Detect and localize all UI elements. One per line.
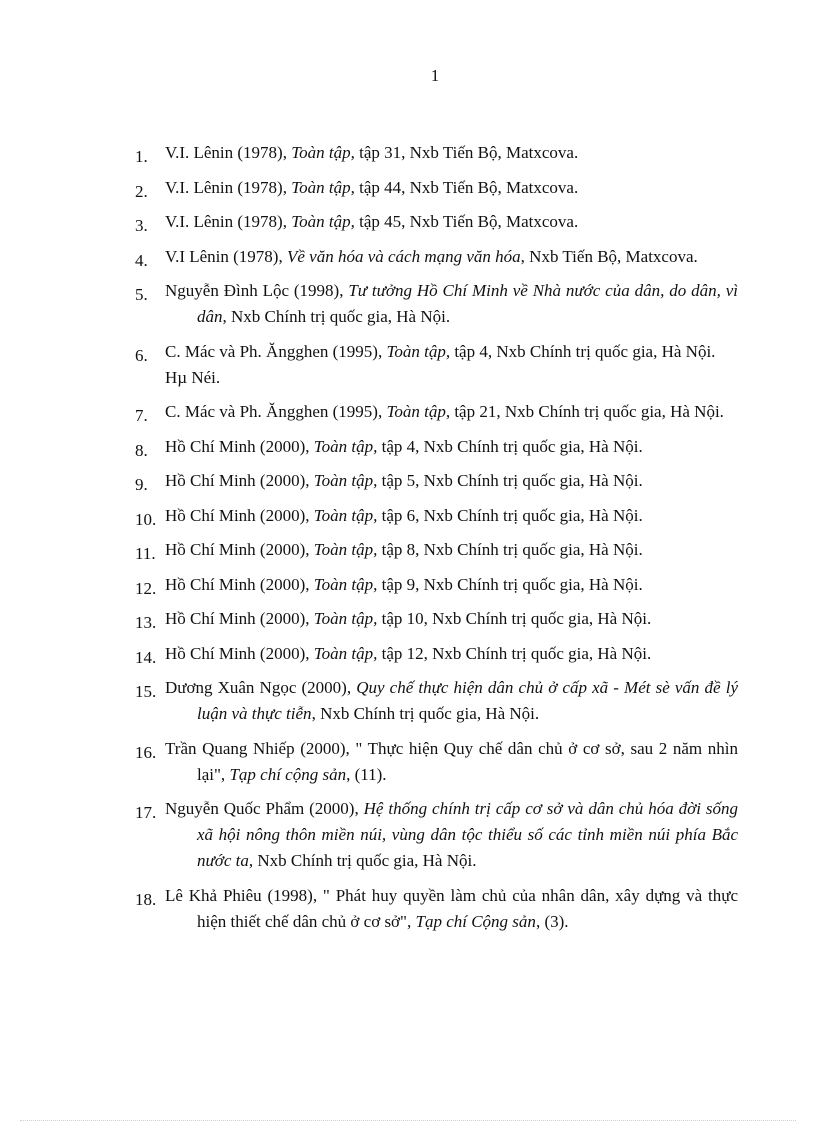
reference-publisher: tập 12, Nxb Chính trị quốc gia, Hà Nội.: [377, 643, 652, 663]
reference-item: [135, 883, 738, 935]
reference-number: 6.: [135, 345, 148, 365]
reference-title: Toàn tập,: [291, 177, 355, 197]
reference-title: Hệ thống chính trị cấp cơ sở và dân chủ hóa đời sống xã hội nông thôn miền núi, vùng dân tộc thiểu số các tỉnh miền núi phía Bắc nước ta: [197, 799, 738, 870]
page-bottom-divider: [20, 1120, 796, 1121]
reference-item: [135, 140, 738, 166]
reference-publisher: , (3).: [535, 911, 569, 931]
reference-author: V.I. Lênin (1978),: [165, 212, 292, 231]
reference-text: [165, 468, 738, 494]
reference-publisher: tập 4, Nxb Chính trị quốc gia, Hà Nội.: [450, 341, 716, 361]
reference-number: 12.: [135, 578, 157, 598]
reference-author: C. Mác và Ph. Ăngghen (1995),: [165, 341, 387, 361]
reference-text: [165, 244, 738, 270]
reference-title: Toàn tập,: [313, 574, 378, 594]
reference-author: V.I Lênin (1978),: [165, 246, 287, 266]
reference-item: [135, 572, 738, 598]
reference-number: 11.: [135, 544, 156, 563]
reference-text: [165, 175, 738, 201]
reference-item: [135, 606, 738, 632]
reference-text: [165, 537, 738, 563]
reference-author: C. Mác và Ph. Ăngghen (1995),: [165, 402, 387, 421]
reference-text: [165, 675, 738, 727]
reference-text: [165, 641, 738, 667]
reference-publisher: , tập 21, Nxb Chính trị quốc gia, Hà Nội.: [445, 402, 724, 421]
reference-publisher: tập 4, Nxb Chính trị quốc gia, Hà Nội.: [377, 436, 643, 456]
reference-title: Toàn tập,: [291, 143, 355, 162]
reference-author: V.I. Lênin (1978),: [165, 177, 292, 197]
reference-item: [135, 736, 738, 788]
reference-text: [165, 606, 738, 632]
reference-author: Lê Khả Phiêu (1998), " Phát huy quyền làm chủ của nhân dân, xây dựng và thực hiện thiết chế dân chủ ở cơ sở",: [165, 885, 738, 931]
reference-item: [135, 399, 738, 425]
reference-publisher: tập 9, Nxb Chính trị quốc gia, Hà Nội.: [377, 574, 643, 594]
reference-number: 9.: [135, 475, 148, 494]
reference-publisher: tập 45, Nxb Tiến Bộ, Matxcova.: [354, 212, 579, 231]
reference-number: 2.: [135, 181, 148, 201]
reference-list: [135, 140, 738, 943]
reference-title: Toàn tập,: [386, 341, 451, 361]
reference-author: Hồ Chí Minh (2000),: [165, 574, 314, 594]
reference-item: [135, 503, 738, 529]
reference-author: Hồ Chí Minh (2000),: [165, 609, 314, 628]
reference-item: [135, 434, 738, 460]
reference-number: 5.: [135, 285, 148, 304]
reference-item: [135, 175, 738, 201]
reference-text: [165, 736, 738, 788]
reference-number: 15.: [135, 682, 157, 701]
reference-publisher: , Nxb Chính trị quốc gia, Hà Nội.: [311, 704, 540, 723]
reference-author: Dương Xuân Ngọc (2000),: [165, 678, 357, 697]
reference-author: Trần Quang Nhiếp (2000), " Thực hiện Quy chế dân chủ ở cơ sở, sau 2 năm nhìn lại",: [165, 738, 738, 784]
reference-author: Hồ Chí Minh (2000),: [165, 436, 314, 456]
reference-item: [135, 796, 738, 874]
reference-publisher: tập 5, Nxb Chính trị quốc gia, Hà Nội.: [377, 471, 643, 490]
reference-item: [135, 339, 738, 391]
reference-title: Tư tưởng Hồ Chí Minh về Nhà nước của dân, do dân, vì dân: [197, 281, 738, 326]
reference-publisher: tập 6, Nxb Chính trị quốc gia, Hà Nội.: [377, 505, 643, 525]
reference-number: 7.: [135, 406, 148, 425]
reference-publisher: , Nxb Chính trị quốc gia, Hà Nội.: [248, 851, 477, 870]
reference-title: Về văn hóa và cách mạng văn hóa: [286, 246, 521, 266]
reference-number: 10.: [135, 509, 157, 529]
reference-item: [135, 641, 738, 667]
reference-title: Toàn tập,: [313, 643, 378, 663]
reference-text: [165, 278, 738, 330]
reference-extra-line: Hµ Néi.: [165, 367, 221, 387]
reference-title: Toàn tập,: [313, 505, 378, 525]
reference-publisher: , Nxb Tiến Bộ, Matxcova.: [520, 246, 698, 266]
reference-author: Hồ Chí Minh (2000),: [165, 643, 314, 663]
reference-title: Toàn tập,: [313, 436, 378, 456]
reference-number: 3.: [135, 216, 148, 235]
reference-title: Toàn tập,: [291, 212, 355, 231]
reference-publisher: tập 10, Nxb Chính trị quốc gia, Hà Nội.: [377, 609, 652, 628]
reference-title: Quy chế thực hiện dân chủ ở cấp xã - Mét sè vấn đề lý luận và thực tiễn: [197, 678, 738, 723]
reference-item: [135, 209, 738, 235]
reference-item: [135, 537, 738, 563]
reference-number: 17.: [135, 803, 157, 822]
reference-text: [165, 209, 738, 235]
reference-title: Toàn tập,: [313, 609, 378, 628]
page-number: 1: [430, 66, 440, 85]
reference-number: 14.: [135, 647, 157, 667]
reference-item: [135, 675, 738, 727]
reference-item: [135, 278, 738, 330]
reference-publisher: , (11).: [346, 764, 387, 784]
reference-text: [165, 434, 738, 460]
reference-text: [165, 883, 738, 935]
reference-publisher: tập 31, Nxb Tiến Bộ, Matxcova.: [354, 143, 579, 162]
reference-text: [165, 796, 738, 874]
reference-number: 4.: [135, 250, 148, 270]
reference-author: Nguyễn Quốc Phẩm (2000),: [165, 799, 364, 818]
reference-author: Hồ Chí Minh (2000),: [165, 471, 314, 490]
reference-number: 1.: [135, 147, 148, 166]
reference-text: [165, 339, 738, 391]
reference-text: [165, 572, 738, 598]
reference-text: [165, 140, 738, 166]
reference-author: Hồ Chí Minh (2000),: [165, 505, 314, 525]
reference-number: 13.: [135, 613, 157, 632]
reference-number: 18.: [135, 889, 157, 909]
reference-item: [135, 468, 738, 494]
reference-item: [135, 244, 738, 270]
reference-publisher: tập 8, Nxb Chính trị quốc gia, Hà Nội.: [377, 540, 643, 559]
reference-title: Toàn tập: [386, 402, 446, 421]
reference-title: Toàn tập,: [313, 540, 378, 559]
reference-text: [165, 399, 738, 425]
reference-number: 16.: [135, 742, 157, 762]
reference-publisher: , Nxb Chính trị quốc gia, Hà Nội.: [222, 307, 451, 326]
reference-title: Toàn tập,: [313, 471, 378, 490]
reference-publisher: tập 44, Nxb Tiến Bộ, Matxcova.: [354, 177, 579, 197]
reference-title: Tạp chí Cộng sản: [415, 911, 536, 931]
reference-author: V.I. Lênin (1978),: [165, 143, 292, 162]
reference-title: Tạp chí cộng sản: [229, 764, 347, 784]
reference-number: 8.: [135, 440, 148, 460]
reference-author: Nguyễn Đình Lộc (1998),: [165, 281, 349, 300]
reference-author: Hồ Chí Minh (2000),: [165, 540, 314, 559]
reference-text: [165, 503, 738, 529]
